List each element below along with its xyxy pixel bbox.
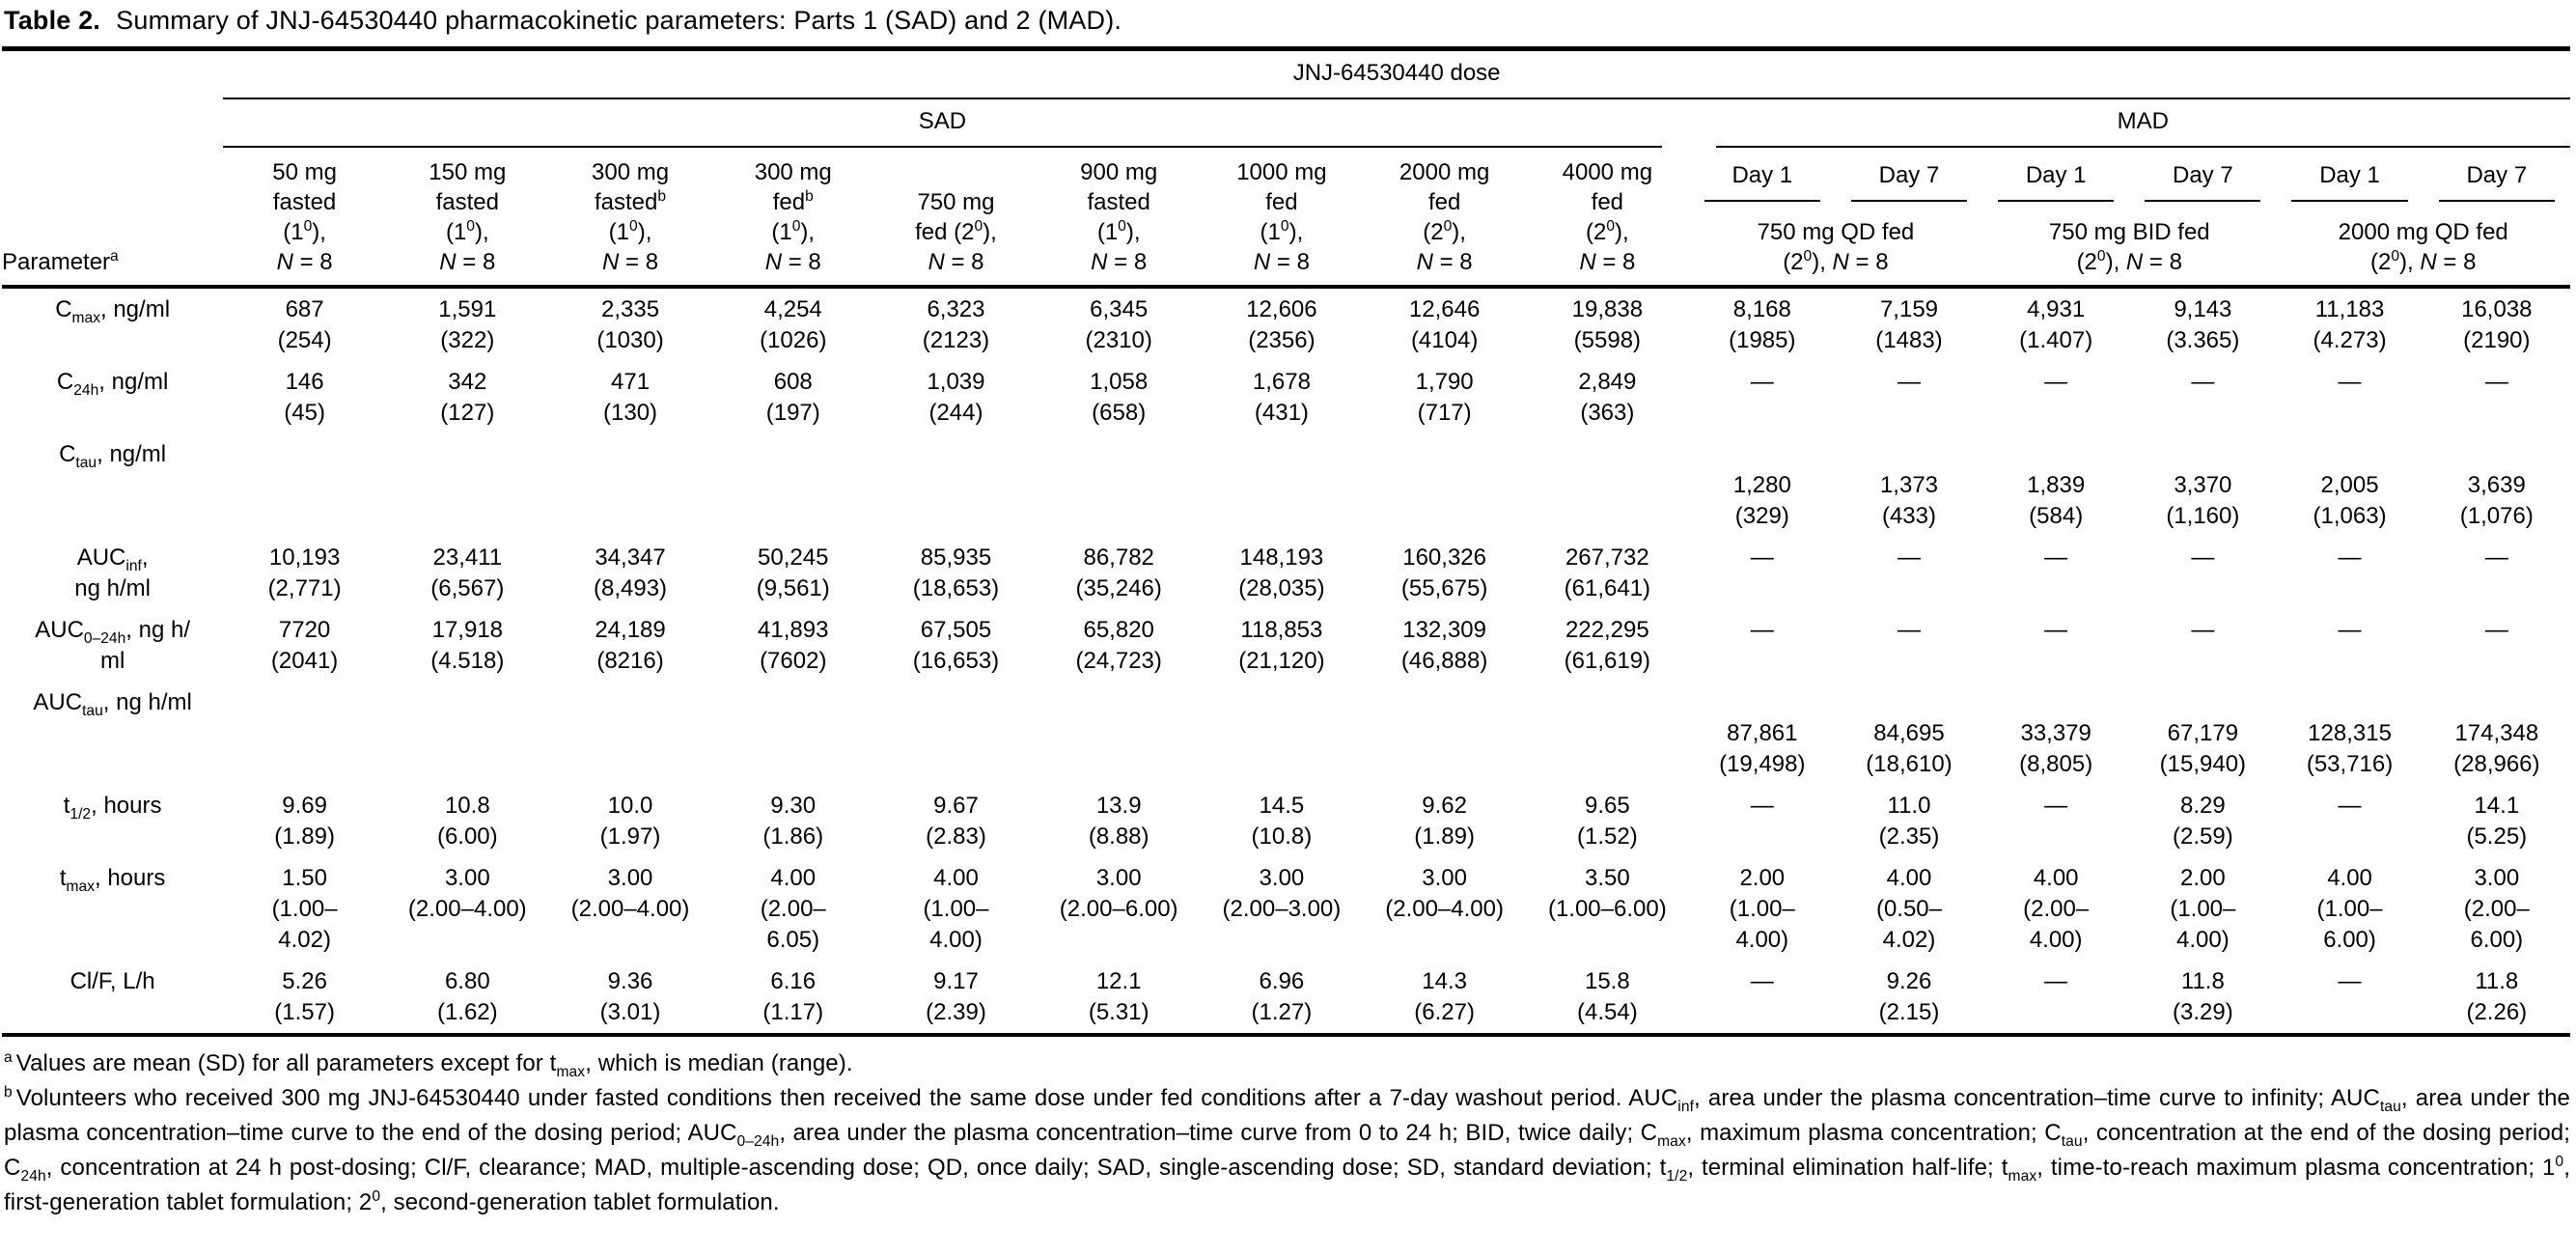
param-label: Cl/F, L/h <box>69 968 155 994</box>
column-header-sad-3: 300 mg fed$^b$ $(1^0)$, N = 8 <box>711 148 874 287</box>
data-cell: 3.00 (2.00–3.00) <box>1222 865 1342 922</box>
table-row <box>2 961 2570 1035</box>
data-cell: 12,646 (4104) <box>1408 296 1481 353</box>
table-row <box>2 857 2570 961</box>
data-cell: 128,315 (53,716) <box>2306 720 2394 777</box>
day-label-0: Day 1 <box>1704 161 1820 202</box>
data-cell: 2,335 (1030) <box>596 296 664 353</box>
mad-group-header-2: 2000 mg QD fed $(2^0)$, N = 8 <box>2276 202 2570 287</box>
footnote-a-text: Values are mean (SD) for all parameters except for $t_{max}$, which is median (range). <box>15 1050 853 1080</box>
data-cell <box>1038 682 1201 785</box>
data-cell: 1,373 (433) <box>1879 472 1939 529</box>
footnote-b-marker: b <box>4 1084 13 1101</box>
data-cell: 6.96 (1.27) <box>1251 968 1313 1025</box>
column-header-sad-5: 900 mg fasted $(1^0)$, N = 8 <box>1038 148 1201 287</box>
data-cell: — <box>2044 968 2068 994</box>
data-cell: 1,678 (431) <box>1252 369 1311 426</box>
data-cell: 17,918 (4.518) <box>430 617 505 674</box>
data-cell: 471 (130) <box>603 369 658 426</box>
data-cell <box>874 433 1038 537</box>
table-caption: Summary of JNJ-64530440 pharmacokinetic parameters: Parts 1 (SAD) and 2 (MAD). <box>116 6 1122 35</box>
data-cell: 148,193 (28,035) <box>1238 544 1325 601</box>
data-cell: 87,861 (19,498) <box>1719 720 1806 777</box>
column-header-day-1 <box>1836 148 1982 202</box>
data-cell: 86,782 (35,246) <box>1075 544 1162 601</box>
day-label-1: Day 7 <box>1851 161 1967 202</box>
data-cell: — <box>2338 793 2362 819</box>
data-cell: 2.00 (1.00– 4.00) <box>1729 865 1795 953</box>
column-header-sad-2: 300 mg fasted$^b$ $(1^0)$, N = 8 <box>549 148 712 287</box>
data-cell <box>1363 433 1526 537</box>
data-cell: 4.00 (1.00– 6.00) <box>2316 865 2383 953</box>
footnote-a-marker: a <box>4 1049 13 1066</box>
column-header-day-5 <box>2424 148 2570 202</box>
data-cell: 84,695 (18,610) <box>1866 720 1953 777</box>
data-cell: 1,058 (658) <box>1090 369 1149 426</box>
data-cell: 118,853 (21,120) <box>1238 617 1325 674</box>
data-cell: 16,038 (2190) <box>2461 296 2533 353</box>
day-label-4: Day 1 <box>2291 161 2407 202</box>
data-cell: 4.00 (2.00– 6.05) <box>760 865 826 953</box>
data-cell: 9.67 (2.83) <box>926 793 986 850</box>
data-cell: — <box>2484 544 2508 571</box>
param-label: $AUC_{0-24h}$, ng h/ ml <box>35 617 190 674</box>
data-cell: 342 (127) <box>440 369 495 426</box>
data-cell <box>711 433 874 537</box>
data-cell: — <box>2338 369 2362 395</box>
data-cell <box>1201 433 1364 537</box>
data-cell: 65,820 (24,723) <box>1075 617 1162 674</box>
footnote-b <box>4 1081 2570 1220</box>
table-row <box>2 785 2570 857</box>
data-cell: 9.30 (1.86) <box>762 793 824 850</box>
data-cell: — <box>1897 617 1921 643</box>
data-cell: 1,039 (244) <box>927 369 985 426</box>
pk-parameters-table <box>2 46 2570 1037</box>
data-cell: 19,838 (5598) <box>1571 296 1644 353</box>
data-cell: 9.69 (1.89) <box>274 793 335 850</box>
data-cell: 2,849 (363) <box>1578 369 1637 426</box>
data-cell: 3.00 (2.00–4.00) <box>570 865 690 922</box>
data-cell: 1,839 (584) <box>2027 472 2086 529</box>
data-cell: — <box>2338 544 2362 571</box>
data-cell: 24,189 (8216) <box>595 617 666 674</box>
data-cell: 3,639 (1,076) <box>2459 472 2534 529</box>
param-label: $AUC_{inf}$, ng h/ml <box>74 544 151 601</box>
data-cell: 15.8 (4.54) <box>1576 968 1638 1025</box>
data-cell: 1.50 (1.00– 4.02) <box>271 865 338 953</box>
table-title <box>4 4 2570 37</box>
data-cell: 4.00 (1.00– 4.00) <box>923 865 989 953</box>
data-cell: 3.50 (1.00–6.00) <box>1547 865 1667 922</box>
dose-spanner-label: JNJ-64530440 dose <box>223 59 2570 99</box>
data-cell: — <box>2044 793 2068 819</box>
data-cell: 11.8 (3.29) <box>2173 968 2233 1025</box>
data-cell <box>1526 433 1689 537</box>
data-cell: 8,168 (1985) <box>1729 296 1796 353</box>
data-cell: 7,159 (1483) <box>1875 296 1943 353</box>
column-header-day-2 <box>1982 148 2129 202</box>
data-cell: — <box>2044 544 2068 571</box>
data-cell: 608 (197) <box>765 369 820 426</box>
data-cell: 67,179 (15,940) <box>2159 720 2247 777</box>
table-row <box>2 609 2570 682</box>
table-body <box>2 287 2570 1035</box>
data-cell: — <box>2044 617 2068 643</box>
data-cell: 5.26 (1.57) <box>274 968 335 1025</box>
data-cell: 2.00 (1.00– 4.00) <box>2170 865 2236 953</box>
data-cell: 9.65 (1.52) <box>1576 793 1638 850</box>
data-cell: 1,790 (717) <box>1415 369 1474 426</box>
data-cell <box>549 682 712 785</box>
data-cell: 4,254 (1026) <box>760 296 827 353</box>
data-cell: 4.00 (0.50– 4.02) <box>1875 865 1943 953</box>
data-cell: 9.26 (2.15) <box>1878 968 1940 1025</box>
data-cell: 85,935 (18,653) <box>912 544 1000 601</box>
data-cell: — <box>1750 544 1774 571</box>
data-cell: 11,183 (4.273) <box>2313 296 2387 353</box>
section-label-mad: MAD <box>1716 107 2570 148</box>
data-cell: 12.1 (5.31) <box>1088 968 1150 1025</box>
footnote-b-text: Volunteers who received 300 mg JNJ-64530440 under fasted conditions then received the same dose under fed conditions after a 7-day washout period. $AUC_{inf}$, area under the plasma concentration–time curve to infinity; $AUC_{tau}$, area under the plasma concentration–time curve to the end of the dosing period; $AUC_{0-24h}$, area under the plasma concentration–time curve from 0 to 24 h; BID, twice daily; $C_{max}$, maximum plasma concentration; $C_{tau}$, concentration at the end of the dosing period; $C_{24h}$, concentration at 24 h post-dosing; Cl/F, clearance; MAD, multiple-ascending dose; QD, once daily; SAD, single-ascending dose; SD, standard deviation; $t_{1/2}$, terminal elimination half-life; $t_{max}$, time-to-reach maximum plasma concentration; $1^0$, first-generation tablet formulation; $2^0$, second-generation tablet formulation. <box>4 1085 2571 1215</box>
data-cell: 33,379 (8,805) <box>2019 720 2093 777</box>
data-cell: 687 (254) <box>277 296 332 353</box>
data-cell: 174,348 (28,966) <box>2453 720 2540 777</box>
parameter-column-header: Parameter$^a$ <box>2 49 223 288</box>
data-cell: 50,245 (9,561) <box>756 544 830 601</box>
table-header <box>2 49 2570 288</box>
data-cell: 7720 (2041) <box>270 617 339 674</box>
column-header-day-3 <box>2129 148 2276 202</box>
mad-group-header-1: 750 mg BID fed $(2^0)$, N = 8 <box>1982 202 2276 287</box>
day-label-2: Day 1 <box>1998 161 2114 202</box>
data-cell: 10.0 (1.97) <box>599 793 661 850</box>
data-cell: — <box>1750 793 1774 819</box>
param-label: $C_{max}$, ng/ml <box>55 296 171 326</box>
data-cell: 2,005 (1,063) <box>2313 472 2387 529</box>
data-cell: — <box>2044 369 2068 395</box>
data-cell: 11.0 (2.35) <box>1878 793 1940 850</box>
param-label: $C_{24h}$, ng/ml <box>56 369 169 399</box>
data-cell: 9.36 (3.01) <box>599 968 661 1025</box>
data-cell: — <box>2484 369 2508 395</box>
param-label: $C_{tau}$, ng/ml <box>59 441 167 471</box>
data-cell: 146 (45) <box>284 369 325 426</box>
data-cell: 67,505 (16,653) <box>912 617 1000 674</box>
table-row <box>2 361 2570 433</box>
data-cell: 13.9 (8.88) <box>1088 793 1150 850</box>
day-label-5: Day 7 <box>2439 161 2555 202</box>
data-cell: 8.29 (2.59) <box>2173 793 2233 850</box>
table-footnotes <box>4 1046 2570 1220</box>
data-cell <box>386 433 549 537</box>
day-label-3: Day 7 <box>2145 161 2260 202</box>
section-label-sad: SAD <box>223 107 1661 148</box>
data-cell: 23,411 (6,567) <box>430 544 505 601</box>
data-cell: 160,326 (55,675) <box>1400 544 1488 601</box>
data-cell: 12,606 (2356) <box>1246 296 1317 353</box>
section-header-sad <box>223 99 1688 148</box>
data-cell <box>1038 433 1201 537</box>
data-cell: 14.3 (6.27) <box>1414 968 1475 1025</box>
column-header-sad-7: 2000 mg fed $(2^0)$, N = 8 <box>1363 148 1526 287</box>
data-cell: — <box>1750 369 1774 395</box>
data-cell <box>874 682 1038 785</box>
column-header-sad-1: 150 mg fasted $(1^0)$, N = 8 <box>386 148 549 287</box>
data-cell: 34,347 (8,493) <box>594 544 668 601</box>
table-row <box>2 287 2570 361</box>
column-header-sad-8: 4000 mg fed $(2^0)$, N = 8 <box>1526 148 1689 287</box>
data-cell: 222,295 (61,619) <box>1564 617 1651 674</box>
data-cell <box>386 682 549 785</box>
table-row <box>2 537 2570 609</box>
data-cell: 1,591 (322) <box>438 296 497 353</box>
dose-spanner-cell <box>223 49 2570 100</box>
data-cell: 6,345 (2310) <box>1085 296 1152 353</box>
data-cell: 6.80 (1.62) <box>436 968 498 1025</box>
data-cell: — <box>1897 544 1921 571</box>
data-cell: 3.00 (2.00–6.00) <box>1059 865 1178 922</box>
data-cell: 9.62 (1.89) <box>1414 793 1475 850</box>
footnote-a <box>4 1046 2570 1081</box>
data-cell: 267,732 (61,641) <box>1564 544 1651 601</box>
data-cell: 10.8 (6.00) <box>436 793 498 850</box>
data-cell: 9.17 (2.39) <box>926 968 986 1025</box>
data-cell <box>1363 682 1526 785</box>
data-cell: 14.1 (5.25) <box>2466 793 2528 850</box>
data-cell: — <box>1897 369 1921 395</box>
param-label: $t_{1/2}$, hours <box>63 793 162 823</box>
data-cell: 3.00 (2.00–4.00) <box>407 865 527 922</box>
param-label: $t_{max}$, hours <box>59 865 166 895</box>
data-cell: 4.00 (2.00– 4.00) <box>2023 865 2090 953</box>
data-cell <box>223 433 386 537</box>
column-header-day-0 <box>1689 148 1836 202</box>
data-cell: 3.00 (2.00– 6.00) <box>2463 865 2530 953</box>
param-label: $AUC_{tau}$, ng h/ml <box>33 689 192 719</box>
column-header-sad-0: 50 mg fasted $(1^0)$, N = 8 <box>223 148 386 287</box>
table-number-label: Table 2. <box>4 6 101 35</box>
data-cell <box>711 682 874 785</box>
data-cell: 132,309 (46,888) <box>1400 617 1488 674</box>
data-cell: — <box>2338 968 2362 994</box>
section-header-mad <box>1689 99 2570 148</box>
data-cell: 4,931 (1.407) <box>2019 296 2093 353</box>
data-cell: 14.5 (10.8) <box>1251 793 1313 850</box>
data-cell: 3.00 (2.00–4.00) <box>1385 865 1504 922</box>
data-cell: 10,193 (2,771) <box>267 544 342 601</box>
data-cell: — <box>2338 617 2362 643</box>
data-cell: 1,280 (329) <box>1732 472 1791 529</box>
table-row <box>2 433 2570 537</box>
column-header-day-4 <box>2276 148 2423 202</box>
data-cell: 11.8 (2.26) <box>2466 968 2528 1025</box>
column-header-sad-4: 750 mg fed $(2^0)$, N = 8 <box>874 148 1038 287</box>
table-row <box>2 682 2570 785</box>
data-cell: — <box>2191 617 2215 643</box>
data-cell: 9,143 (3.365) <box>2166 296 2240 353</box>
column-header-sad-6: 1000 mg fed $(1^0)$, N = 8 <box>1201 148 1364 287</box>
data-cell <box>1201 682 1364 785</box>
data-cell: 6,323 (2123) <box>922 296 990 353</box>
data-cell: — <box>1750 617 1774 643</box>
data-cell: 3,370 (1,160) <box>2166 472 2240 529</box>
data-cell: — <box>2484 617 2508 643</box>
data-cell: — <box>2191 544 2215 571</box>
data-cell: — <box>1750 968 1774 994</box>
data-cell <box>549 433 712 537</box>
mad-group-header-0: 750 mg QD fed $(2^0)$, N = 8 <box>1689 202 1982 287</box>
data-cell: — <box>2191 369 2215 395</box>
data-cell <box>1526 682 1689 785</box>
data-cell <box>223 682 386 785</box>
data-cell: 6.16 (1.17) <box>762 968 824 1025</box>
data-cell: 41,893 (7602) <box>758 617 829 674</box>
